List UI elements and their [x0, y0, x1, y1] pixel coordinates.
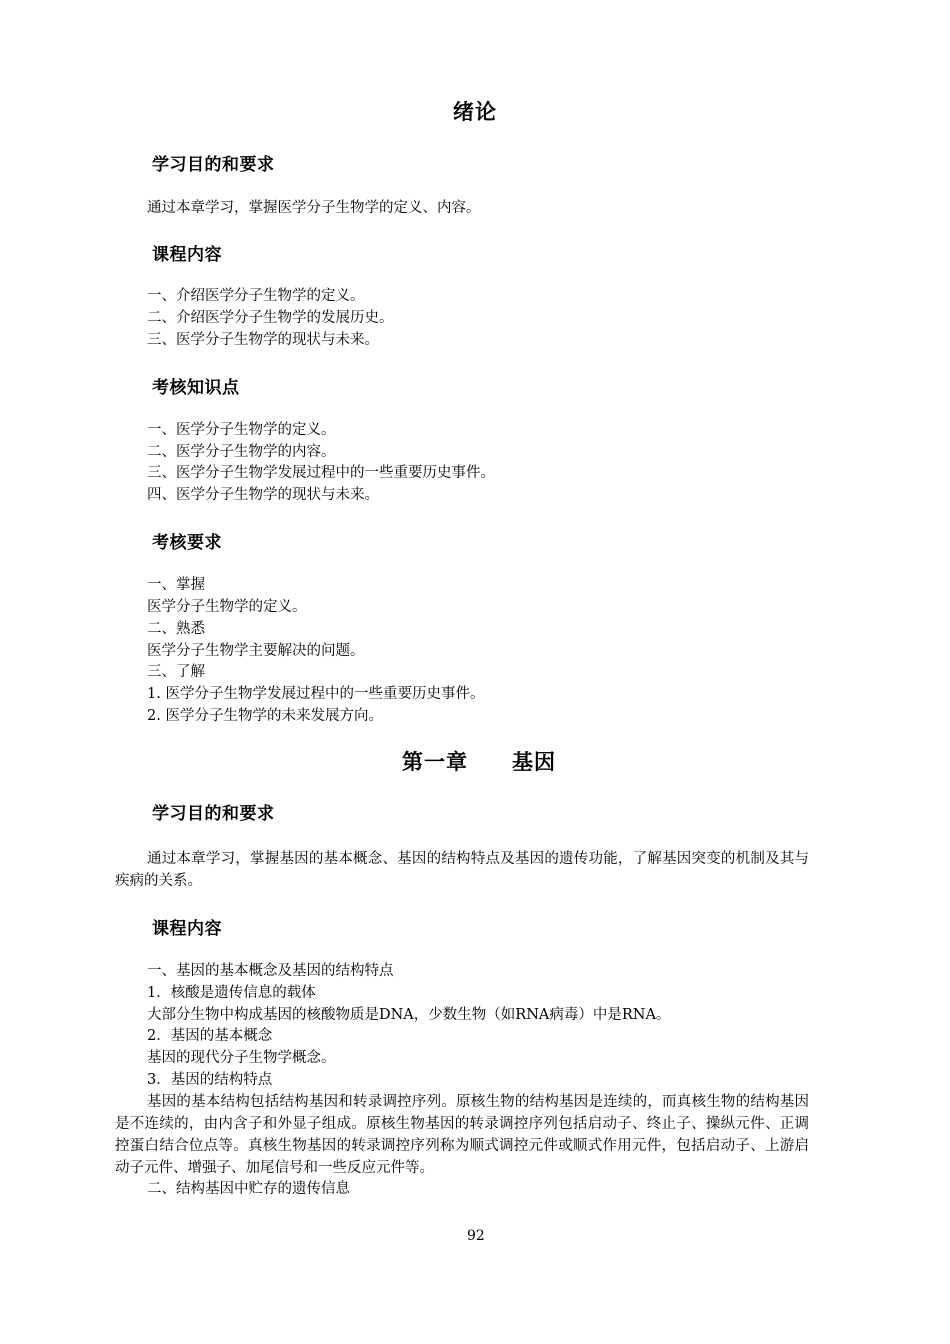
- chapter1-content-paragraph: 基因的基本结构包括结构基因和转录调控序列。原核生物的结构基因是连续的，而真核生物的结构基因是不连续的，由内含子和外显子组成。原核生物基因的转录调控序列包括启动子、终止子、操纵元件、正调控蛋白结合位点等。真核生物基因的转录调控序列称为顺式调控元件或顺式作用元件，包括启动子、上游启动子元件、增强子、加尾信号和一些反应元件等。: [115, 1094, 809, 1176]
- intro-requirements-heading: 考核要求: [152, 533, 222, 553]
- chapter1-content-line: 二、结构基因中贮存的遗传信息: [147, 1181, 350, 1197]
- intro-requirements-line: 1. 医学分子生物学发展过程中的一些重要历史事件。: [147, 686, 485, 702]
- chapter1-content-line: 1．核酸是遗传信息的载体: [147, 985, 316, 1001]
- intro-requirements-line: 三、了解: [147, 664, 205, 680]
- intro-requirements-line: 二、熟悉: [147, 621, 205, 637]
- intro-objectives-text: 通过本章学习，掌握医学分子生物学的定义、内容。: [147, 200, 481, 216]
- chapter1-content-line: 3．基因的结构特点: [147, 1072, 273, 1088]
- intro-content-heading: 课程内容: [152, 245, 222, 265]
- intro-requirements-line: 医学分子生物学的定义。: [147, 599, 307, 615]
- intro-knowledge-item: 三、医学分子生物学发展过程中的一些重要历史事件。: [147, 465, 495, 481]
- intro-requirements-line: 一、掌握: [147, 577, 205, 593]
- page-number: 92: [467, 1228, 485, 1244]
- intro-requirements-line: 医学分子生物学主要解决的问题。: [147, 643, 365, 659]
- chapter1-objectives-text: 通过本章学习，掌握基因的基本概念、基因的结构特点及基因的遗传功能，了解基因突变的机制及其与疾病的关系。: [115, 851, 809, 889]
- intro-content-item: 一、介绍医学分子生物学的定义。: [147, 288, 365, 304]
- intro-knowledge-item: 二、医学分子生物学的内容。: [147, 444, 336, 460]
- chapter1-objectives-heading: 学习目的和要求: [152, 804, 275, 824]
- intro-requirements-line: 2. 医学分子生物学的未来发展方向。: [147, 708, 383, 724]
- chapter1-title: 第一章 基因: [402, 750, 556, 774]
- intro-knowledge-heading: 考核知识点: [152, 378, 240, 398]
- intro-knowledge-item: 一、医学分子生物学的定义。: [147, 422, 336, 438]
- intro-content-item: 二、介绍医学分子生物学的发展历史。: [147, 310, 394, 326]
- chapter1-content-heading: 课程内容: [152, 919, 222, 939]
- intro-knowledge-item: 四、医学分子生物学的现状与未来。: [147, 487, 379, 503]
- intro-content-item: 三、医学分子生物学的现状与未来。: [147, 332, 379, 348]
- chapter1-content-line: 一、基因的基本概念及基因的结构特点: [147, 963, 394, 979]
- chapter1-content-line: 大部分生物中构成基因的核酸物质是DNA，少数生物（如RNA病毒）中是RNA。: [147, 1007, 671, 1023]
- chapter1-content-line: 2．基因的基本概念: [147, 1028, 273, 1044]
- intro-objectives-heading: 学习目的和要求: [152, 155, 275, 175]
- intro-title: 绪论: [453, 100, 497, 124]
- chapter1-content-line: 基因的现代分子生物学概念。: [147, 1050, 336, 1066]
